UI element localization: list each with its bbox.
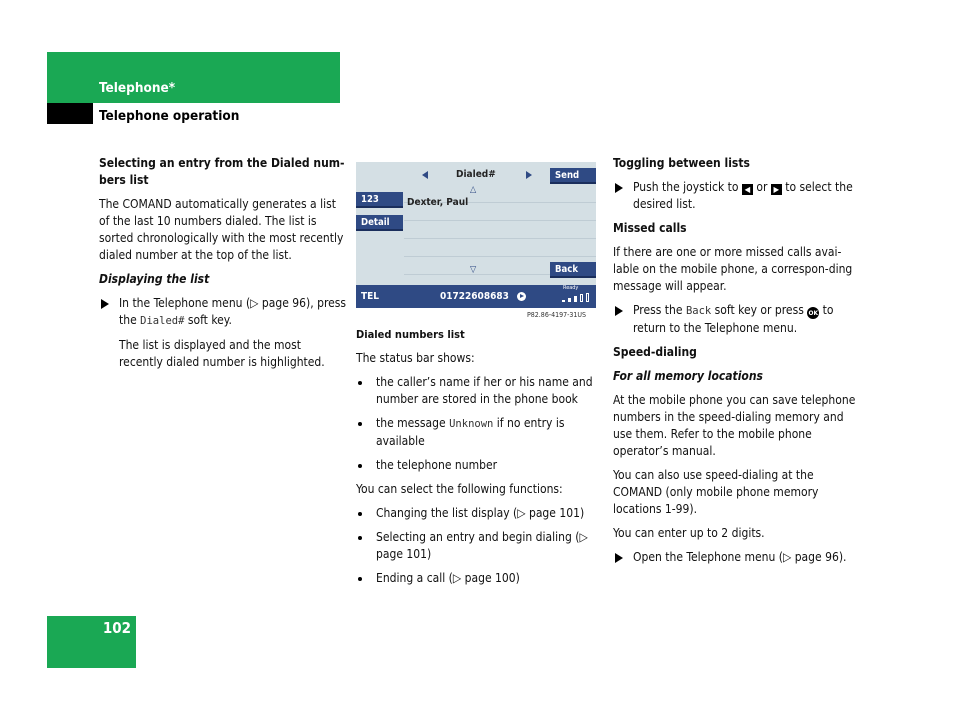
step-text: Open the Telephone menu (▷ page 96). bbox=[633, 550, 847, 564]
step-text: In the Telephone menu (▷ page 96), press the bbox=[119, 296, 347, 327]
bullet-icon bbox=[358, 464, 362, 468]
speed-dial-para-1: At the mobile phone you can save telephone numbers in the speed-dialing memory and use them. Refer to the mobile phone operator’s manual. bbox=[613, 393, 856, 458]
step-arrow-icon bbox=[615, 553, 623, 563]
step-text-end: soft key. bbox=[184, 313, 232, 327]
status-bar bbox=[356, 285, 596, 308]
joystick-right-icon: ▶ bbox=[771, 184, 782, 195]
screen-title: Dialed# bbox=[456, 169, 496, 180]
highlighted-entry[interactable]: Dexter, Paul bbox=[407, 197, 469, 208]
speed-dial-para-3: You can enter up to 2 digits. bbox=[613, 526, 765, 540]
missed-calls-text: If there are one or more missed calls avai-lable on the mobile phone, a correspon-ding message will appear. bbox=[613, 245, 853, 293]
header-bar bbox=[47, 52, 340, 103]
step-text-end: to select the desired list. bbox=[633, 180, 853, 211]
page-number: 102 bbox=[102, 619, 131, 637]
bullet-text: Selecting an entry and begin dialing (▷ page 101) bbox=[376, 530, 588, 561]
back-softkey[interactable]: Back bbox=[550, 262, 596, 278]
heading-speed-dialing: Speed-dialing bbox=[613, 345, 697, 359]
paragraph-intro: The COMAND automatically generates a list of the last 10 numbers dialed. The list is sorted chronologically with the most recently dialed number at the top of the list. bbox=[99, 197, 344, 262]
arrow-left-icon[interactable] bbox=[422, 171, 428, 179]
step-press-back bbox=[613, 302, 863, 337]
play-icon bbox=[517, 292, 526, 301]
subheading-displaying: Displaying the list bbox=[99, 272, 210, 286]
arrow-right-icon[interactable] bbox=[526, 171, 532, 179]
bullet-text: the message bbox=[376, 416, 450, 430]
bullet-text-end: if no entry is available bbox=[376, 416, 565, 448]
signal-strength-icon bbox=[562, 293, 592, 302]
step-text: Press the bbox=[633, 303, 686, 317]
heading-toggling: Toggling between lists bbox=[613, 156, 750, 170]
bullet-item bbox=[356, 374, 606, 408]
key-123-softkey[interactable]: 123 bbox=[356, 192, 403, 208]
list-line bbox=[404, 256, 596, 257]
scroll-down-icon[interactable]: ▽ bbox=[470, 265, 477, 275]
step-text-mid: soft key or press bbox=[711, 303, 808, 317]
status-intro: The status bar shows: bbox=[356, 351, 475, 365]
functions-intro: You can select the following functions: bbox=[356, 482, 563, 496]
status-ready: Ready bbox=[563, 285, 579, 291]
figure-caption: Dialed numbers list bbox=[356, 328, 465, 341]
scroll-up-icon[interactable]: △ bbox=[470, 185, 477, 195]
subheading-memory: For all memory locations bbox=[613, 369, 763, 383]
joystick-left-icon: ◀ bbox=[742, 184, 753, 195]
step-text: Push the joystick to bbox=[633, 180, 742, 194]
step-press-dialed bbox=[99, 295, 347, 330]
step-text-or: or bbox=[752, 180, 771, 194]
bullet-icon bbox=[358, 512, 362, 516]
unknown-code: Unknown bbox=[449, 418, 494, 430]
bullet-icon bbox=[358, 536, 362, 540]
bullet-text: Changing the list display (▷ page 101) bbox=[376, 506, 585, 520]
softkey-dialed-label: Dialed# bbox=[140, 315, 185, 327]
result-text: The list is displayed and the most recently dialed number is highlighted. bbox=[119, 338, 325, 369]
bullet-item bbox=[356, 529, 606, 563]
step-text-end: to return to the Telephone menu. bbox=[633, 303, 834, 335]
step-arrow-icon bbox=[101, 299, 109, 309]
column-left bbox=[99, 155, 347, 378]
bullet-item bbox=[356, 415, 606, 450]
status-tel-label: TEL bbox=[361, 291, 380, 302]
section-title: Telephone operation bbox=[99, 108, 240, 124]
bullet-text: the caller’s name if her or his name and number are stored in the phone book bbox=[376, 375, 593, 406]
softkey-back-label: Back bbox=[685, 305, 712, 317]
detail-softkey[interactable]: Detail bbox=[356, 215, 403, 231]
ok-button-icon: OK bbox=[808, 309, 818, 317]
step-toggle bbox=[613, 179, 863, 213]
figure-reference: P82.86-4197-31US bbox=[527, 311, 587, 319]
heading-dialed-list: Selecting an entry from the Dialed num-bers list bbox=[99, 156, 345, 187]
bullet-item bbox=[356, 570, 606, 587]
header-tab bbox=[47, 103, 93, 124]
bullet-icon bbox=[358, 577, 362, 581]
chapter-title: Telephone* bbox=[99, 80, 176, 96]
bullet-item bbox=[356, 505, 606, 522]
status-number: 01722608683 bbox=[440, 291, 509, 302]
bullet-item bbox=[356, 457, 606, 474]
column-middle bbox=[356, 326, 606, 594]
heading-missed-calls: Missed calls bbox=[613, 221, 687, 235]
speed-dial-para-2: You can also use speed-dialing at the COMAND (only mobile phone memory locations 1-99). bbox=[613, 468, 819, 516]
comand-screen bbox=[356, 162, 596, 308]
bullet-icon bbox=[358, 381, 362, 385]
step-arrow-icon bbox=[615, 306, 623, 316]
step-arrow-icon bbox=[615, 183, 623, 193]
bullet-text: Ending a call (▷ page 100) bbox=[376, 571, 520, 585]
bullet-icon bbox=[358, 422, 362, 426]
send-softkey[interactable]: Send bbox=[550, 168, 596, 184]
list-line bbox=[404, 238, 596, 239]
bullet-text: the telephone number bbox=[376, 458, 498, 472]
column-right bbox=[613, 155, 863, 573]
list-line bbox=[404, 220, 596, 221]
step-open-menu bbox=[613, 549, 863, 566]
